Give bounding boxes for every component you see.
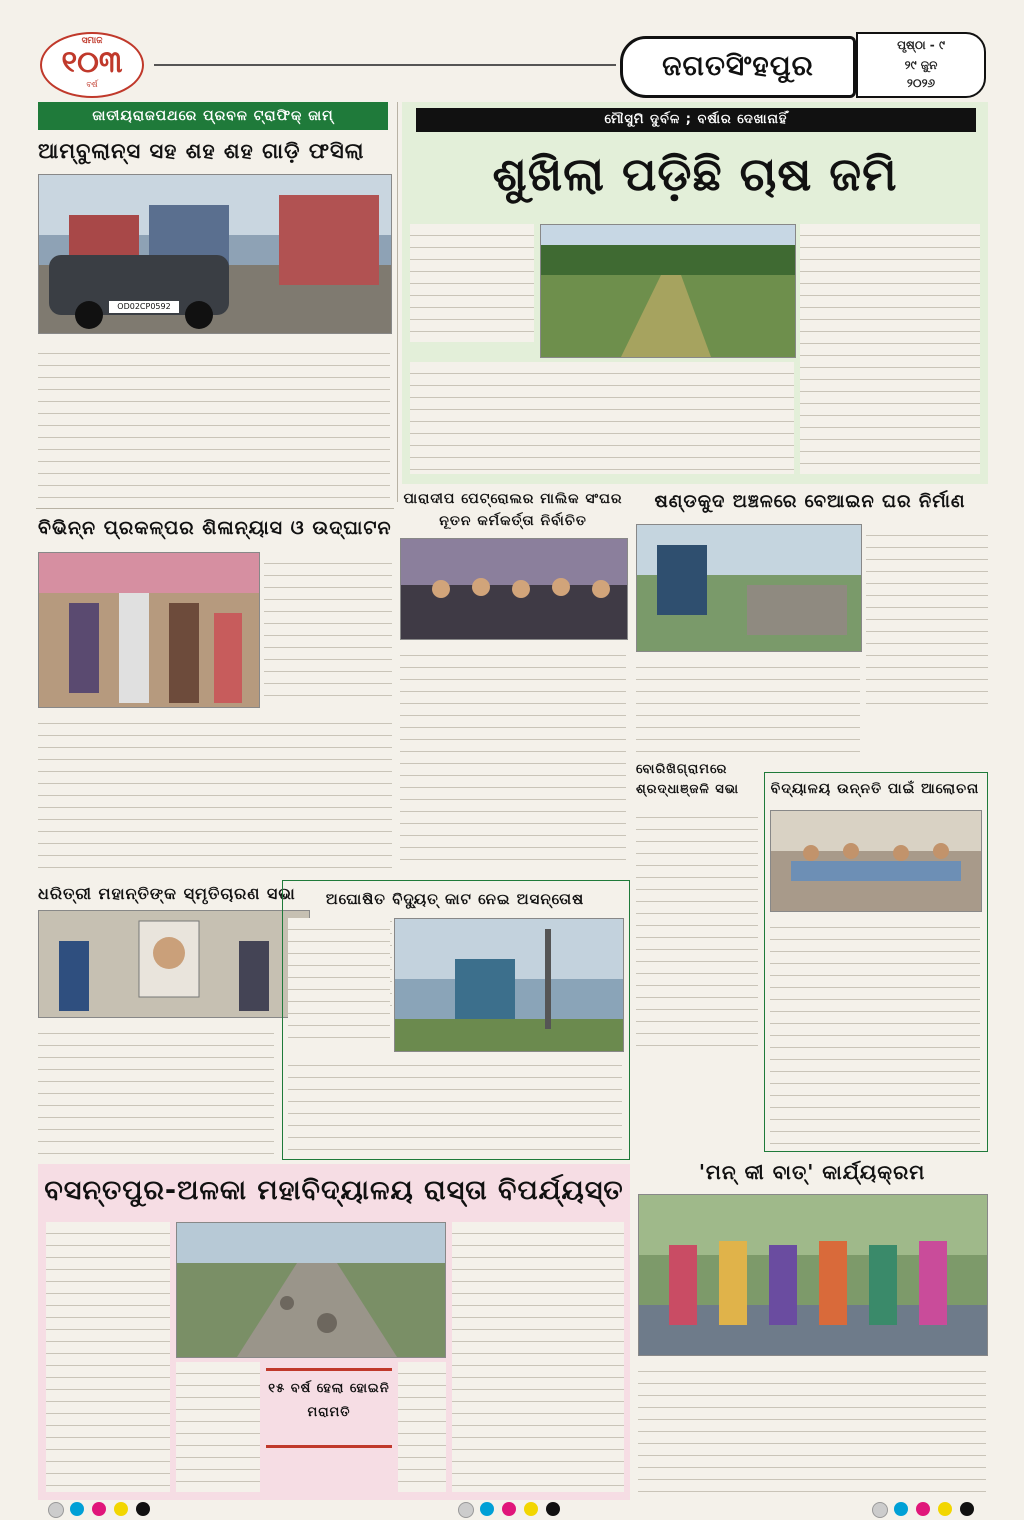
traffic-kicker-text: ଜାତୀୟରାଜପଥରେ ପ୍ରବଳ ଟ୍ରାଫିକ୍ ଜାମ୍ <box>92 108 334 124</box>
illegal-body <box>636 656 860 756</box>
traffic-headline: ଆମ୍ବୁଲାନ୍ସ ସହ ଶହ ଶହ ଗାଡ଼ି ଫସିଲା <box>38 139 365 163</box>
road-callout-text: ୧୫ ବର୍ଷ ହେଲା ହୋଇନି ମରାମତି <box>268 1381 390 1420</box>
registration-mark-icon <box>872 1502 888 1518</box>
power-body <box>288 1054 622 1152</box>
registration-mark-icon <box>894 1502 908 1516</box>
number-plate: OD02CP0592 <box>109 301 179 313</box>
projects-headline: ବିଭିନ୍ନ ପ୍ରକଳ୍ପର ଶିଳାନ୍ୟାସ ଓ ଉଦ୍‌ଘାଟନ <box>38 517 392 539</box>
district-title: ଜଗତସିଂହପୁର <box>662 49 814 82</box>
drought-body-lower <box>410 362 794 474</box>
school-body <box>770 916 980 1146</box>
drought-body-col1 <box>410 224 534 342</box>
construction-illustration <box>637 525 861 651</box>
drought-kicker <box>416 108 976 132</box>
drought-body-col4 <box>800 224 980 474</box>
group-photo-illustration <box>401 539 627 639</box>
school-headline: ବିଦ୍ୟାଳୟ ଉନ୍ନତି ପାଇଁ ଆଲୋଚନା <box>770 781 980 797</box>
registration-marks-right <box>872 1502 992 1516</box>
masthead <box>30 22 994 100</box>
district-banner <box>620 36 856 98</box>
column-divider <box>397 102 398 502</box>
road-body-col3 <box>398 1362 446 1492</box>
page-date-box <box>856 32 986 98</box>
road-callout <box>266 1368 392 1448</box>
registration-mark-icon <box>938 1502 952 1516</box>
projects-body <box>38 712 392 878</box>
date-line-2: ୨୦୨୬ <box>906 76 936 90</box>
projects-photo <box>38 552 260 708</box>
registration-mark-icon <box>92 1502 106 1516</box>
registration-mark-icon <box>458 1502 474 1518</box>
tribute-body <box>636 806 758 1052</box>
registration-mark-icon <box>546 1502 560 1516</box>
registration-mark-icon <box>70 1502 84 1516</box>
traffic-photo <box>38 174 392 334</box>
drought-kicker-text: ମୌସୁମି ଦୁର୍ବଳ ; ବର୍ଷାର ଦେଖାନାହିଁ <box>604 112 788 127</box>
traffic-kicker <box>38 102 388 130</box>
damaged-road-illustration <box>177 1223 445 1357</box>
school-photo <box>770 810 982 912</box>
registration-mark-icon <box>960 1502 974 1516</box>
registration-marks-left <box>48 1502 168 1516</box>
road-headline: ବସନ୍ତପୁର-ଅଳକା ମହାବିଦ୍ୟାଳୟ ରାସ୍ତା ବିପର୍ଯ୍ୟସ୍ତ <box>44 1175 624 1206</box>
road-body-col2 <box>176 1362 260 1492</box>
illegal-headline: ଷଣ୍ଡକୁଦ ଅଞ୍ଚଳରେ ବେଆଇନ ଘର ନିର୍ମାଣ <box>654 491 966 512</box>
inauguration-illustration <box>39 553 259 707</box>
memorial-illustration <box>39 911 309 1017</box>
gathering-illustration <box>639 1195 987 1355</box>
projects-side-col <box>264 552 392 706</box>
section-rule <box>36 508 394 509</box>
road-body-col4 <box>452 1222 624 1492</box>
illegal-side-col <box>866 524 988 704</box>
truckowners-headline: ପାରାଦୀପ ପେଟ୍ରୋଲର ମାଲିକ ସଂଘର ନୂତନ କର୍ମକର୍ତ୍ତା ନିର୍ବାଚିତ <box>403 491 623 529</box>
traffic-body <box>38 342 390 506</box>
mannkibaat-headline: 'ମନ୍ କୀ ବାତ୍' କାର୍ଯ୍ୟକ୍ରମ <box>698 1160 926 1184</box>
registration-mark-icon <box>136 1502 150 1516</box>
truckowners-body <box>400 644 626 868</box>
road-body-col1 <box>46 1222 170 1492</box>
tribute-headline: ବୋରିଖିଗ୍ରାମରେ ଶ୍ରଦ୍ଧାଞ୍ଜଳି ସଭା <box>636 762 739 797</box>
traffic-illustration <box>39 175 391 333</box>
field-illustration <box>541 225 795 357</box>
page-number: ପୃଷ୍ଠା - ୯ <box>897 38 945 52</box>
memorial-body <box>38 1022 274 1158</box>
badge-number: ୧୦୩ <box>61 45 123 80</box>
power-photo <box>394 918 624 1052</box>
masthead-rule <box>154 64 616 66</box>
illegal-photo <box>636 524 862 652</box>
registration-mark-icon <box>48 1502 64 1518</box>
registration-mark-icon <box>916 1502 930 1516</box>
power-headline: ଅଘୋଷିତ ବିଦ୍ୟୁତ୍ କାଟ ନେଇ ଅସନ୍ତୋଷ <box>325 890 585 908</box>
registration-mark-icon <box>524 1502 538 1516</box>
registration-mark-icon <box>114 1502 128 1516</box>
drought-headline: ଶୁଖିଲା ପଡ଼ିଛି ଚାଷ ଜମି <box>492 147 898 201</box>
badge-top: ସମାଜ <box>81 36 103 46</box>
anniversary-badge <box>40 32 144 98</box>
power-side-col <box>288 918 390 1048</box>
registration-mark-icon <box>480 1502 494 1516</box>
registration-marks-center <box>458 1502 578 1516</box>
mannkibaat-body <box>638 1360 986 1492</box>
transformer-illustration <box>395 919 623 1051</box>
memorial-photo <box>38 910 310 1018</box>
registration-mark-icon <box>502 1502 516 1516</box>
memorial-headline: ଧରିତ୍ରୀ ମହାନ୍ତିଙ୍କ ସ୍ମୃତିଚାରଣ ସଭା <box>38 884 296 903</box>
meeting-illustration <box>771 811 981 911</box>
drought-field-photo <box>540 224 796 358</box>
date-line-1: ୨୯ ଜୁନ <box>904 58 938 72</box>
road-photo <box>176 1222 446 1358</box>
badge-bottom: ବର୍ଷ <box>86 80 98 89</box>
truckowners-photo <box>400 538 628 640</box>
mannkibaat-photo <box>638 1194 988 1356</box>
